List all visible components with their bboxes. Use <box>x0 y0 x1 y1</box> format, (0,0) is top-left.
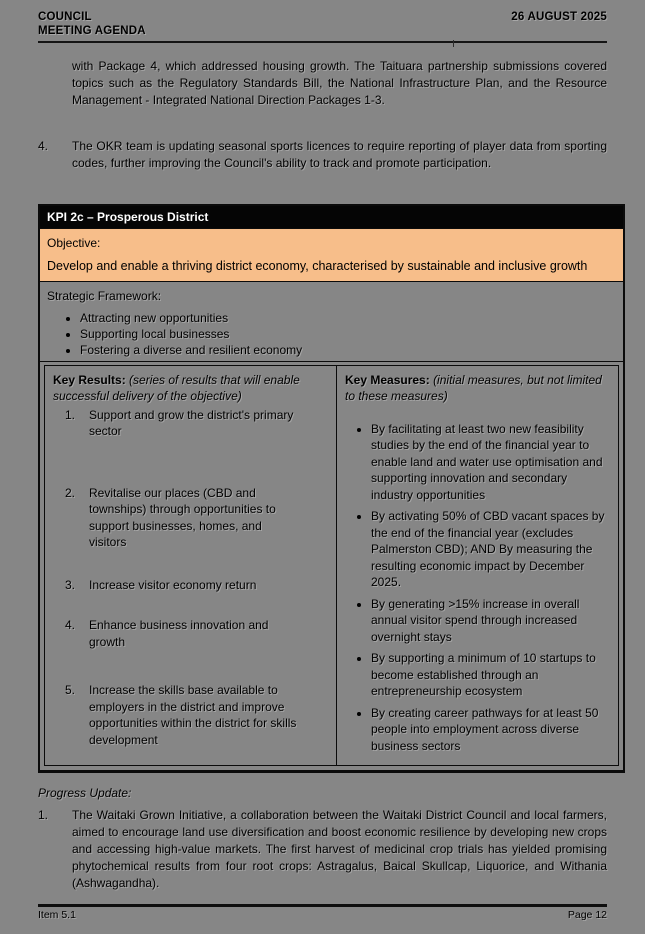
agenda-item-number: 4. <box>38 139 49 154</box>
footer-page-number: Page 12 <box>567 909 607 921</box>
key-result-number: 4. <box>65 618 76 633</box>
key-result-text: Revitalise our places (CBD and townships) through opportunities to support businesses, homes, and visitors <box>89 485 276 550</box>
agenda-item-4 <box>38 138 607 172</box>
strategic-framework-row <box>40 281 623 361</box>
key-measures-note: (initial measures, but not limited to these measures) <box>345 372 602 404</box>
header-title-line1: COUNCIL <box>38 11 92 23</box>
header-rule <box>38 41 607 43</box>
kpi-table-title: KPI 2c – Prosperous District <box>40 206 623 228</box>
key-results-column <box>45 366 337 766</box>
key-measures-header <box>345 372 610 405</box>
meeting-date: 26 AUGUST 2025 <box>511 11 607 23</box>
key-measure-item: • By supporting a minimum of 10 startups to become established through an entrepreneurship ecosystem <box>371 650 610 700</box>
key-results-measures-inner-table <box>44 365 619 767</box>
key-result-item <box>65 485 328 551</box>
progress-item-number: 1. <box>38 808 49 823</box>
key-measure-item: • By facilitating at least two new feasibility studies by the end of the financial year to enable land and water use optimisation and supporting innovation and secondary industry opportunities <box>371 421 610 504</box>
key-measure-item: • By activating 50% of CBD vacant spaces by the end of the financial year (excludes Palmerston CBD); AND By measuring the resulting economic impact by December 2025. <box>371 508 610 591</box>
key-results-label: Key Results: <box>53 372 126 387</box>
key-measures-label: Key Measures: <box>345 372 430 387</box>
key-result-text: Increase the skills base available to employers in the district and improve opportunities within the district for skills development <box>89 683 297 747</box>
objective-text: Develop and enable a thriving district economy, characterised by sustainable and inclusive growth <box>47 258 588 273</box>
progress-item-text: The Waitaki Grown Initiative, a collaboration between the Waitaki District Council and local farmers, aimed to encourage land use diversification and boost economic resilience by developing new crops and accessing high-value markets. The first harvest of medicinal crop trials has yielded promising phytochemical results from four root crops: Astragalus, Baical Skullcap, Liquorice, and Withania (Ashwagandha). <box>72 808 607 890</box>
key-result-number: 5. <box>65 683 76 698</box>
header-title <box>38 10 146 38</box>
key-result-item <box>65 617 328 650</box>
strategic-framework-label: Strategic Framework: <box>47 288 162 303</box>
key-results-measures-row <box>40 361 623 771</box>
key-result-number: 2. <box>65 485 76 500</box>
progress-update-item <box>38 807 607 891</box>
agenda-item-text: The OKR team is updating seasonal sports licences to require reporting of player data from sporting codes, further improving the Council's ability to track and promote participation. <box>72 139 607 171</box>
strategic-framework-list <box>47 310 616 358</box>
document-header <box>38 10 607 38</box>
strategic-framework-bullet: • Fostering a diverse and resilient economy <box>80 342 616 358</box>
key-result-text: Enhance business innovation and growth <box>89 618 269 649</box>
document-footer <box>38 904 607 922</box>
key-result-text: Increase visitor economy return <box>89 577 257 592</box>
strategic-framework-bullet: • Attracting new opportunities <box>80 310 616 326</box>
objective-label: Objective: <box>47 235 101 250</box>
key-measure-item: • By generating >15% increase in overall annual visitor spend through increased overnight stays <box>371 596 610 646</box>
footer-item-number: Item 5.1 <box>38 909 76 921</box>
key-measures-list <box>345 421 610 755</box>
key-result-item <box>65 682 328 748</box>
key-results-note: (series of results that will enable successful delivery of the objective) <box>53 372 300 404</box>
intro-paragraph: with Package 4, which addressed housing growth. The Taituara partnership submissions covered topics such as the Regulatory Standards Bill, the National Infrastructure Plan, and the Resource Management - Integrated National Direction Packages 1-3. <box>72 59 607 107</box>
key-measure-item: • By creating career pathways for at least 50 people into employment across diverse business sectors <box>371 705 610 755</box>
progress-update-label: Progress Update: <box>38 786 132 801</box>
header-title-line2: MEETING AGENDA <box>38 25 146 37</box>
key-result-item <box>65 577 328 594</box>
key-result-number: 1. <box>65 407 76 422</box>
key-result-item <box>65 407 328 440</box>
key-result-number: 3. <box>65 577 76 592</box>
key-results-header <box>53 372 328 405</box>
kpi-table <box>38 204 625 774</box>
key-result-text: Support and grow the district's primary sector <box>89 407 294 439</box>
key-measures-column <box>337 366 618 766</box>
strategic-framework-bullet: • Supporting local businesses <box>80 326 616 342</box>
objective-row <box>40 228 623 281</box>
